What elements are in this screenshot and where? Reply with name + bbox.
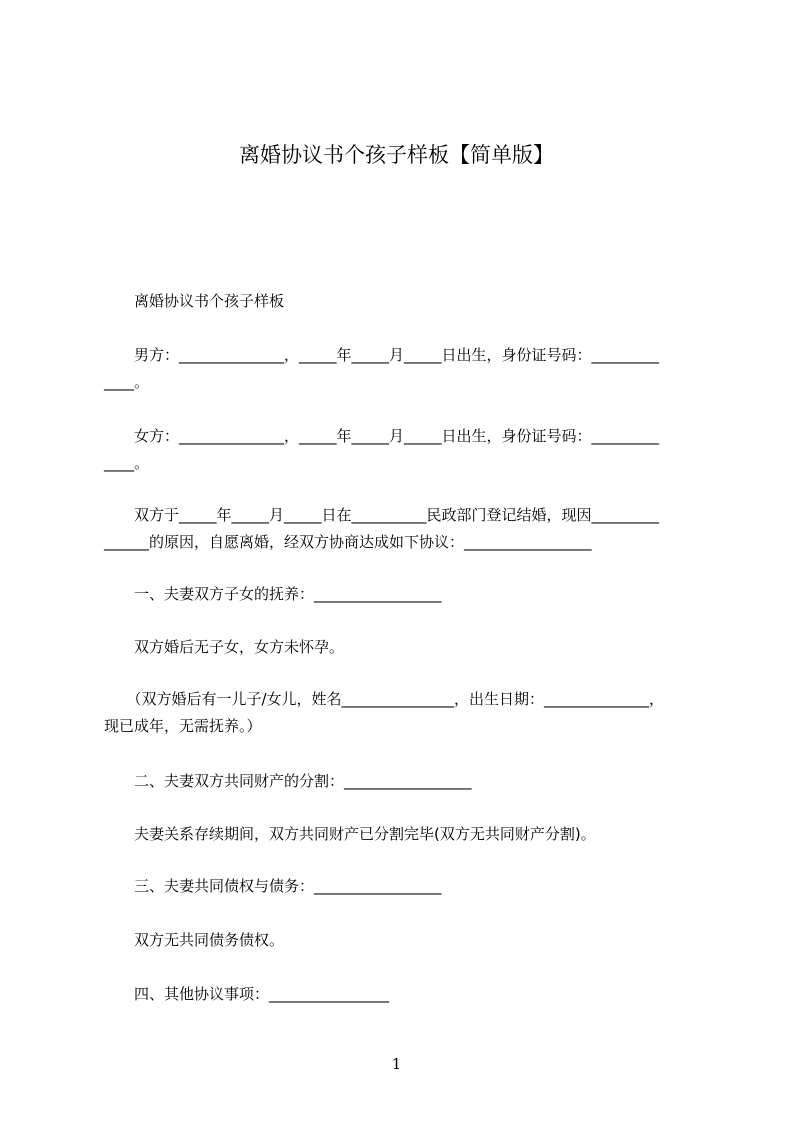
- paragraph-male-party-continued: ____。: [104, 373, 150, 391]
- clause-child-support-heading: 一、夫妻双方子女的抚养：_________________: [104, 585, 442, 603]
- clause-child-support-alternative-continued: 现已成年，无需抚养。）: [104, 717, 262, 735]
- page-number: 1: [391, 1055, 402, 1073]
- document-title: 离婚协议书个孩子样板【简单版】: [239, 143, 554, 167]
- clause-debts-heading: 三、夫妻共同债权与债务：_________________: [104, 877, 442, 895]
- paragraph-male-party: 男方：______________，_____年_____月_____日出生，身份证号码：_________: [104, 346, 660, 364]
- clause-child-support-alternative: （双方婚后有一儿子/女儿，姓名_______________，出生日期：______________，: [104, 690, 665, 708]
- paragraph-marriage-registration-continued: ______的原因，自愿离婚，经双方协商达成如下协议：_________________: [104, 533, 592, 551]
- paragraph-female-party: 女方：______________，_____年_____月_____日出生，身份证号码：_________: [104, 427, 660, 445]
- clause-child-support-text: 双方婚后无子女，女方未怀孕。: [104, 638, 345, 656]
- clause-debts-text: 双方无共同债务债权。: [104, 931, 285, 949]
- paragraph-female-party-continued: ____。: [104, 454, 150, 472]
- clause-property-text: 夫妻关系存续期间，双方共同财产已分割完毕(双方无共同财产分割)。: [104, 825, 596, 843]
- clause-other-heading: 四、其他协议事项：________________: [104, 985, 390, 1003]
- paragraph-marriage-registration: 双方于_____年_____月_____日在__________民政部门登记结婚，现因_________: [104, 506, 660, 524]
- section-heading: 离婚协议书个孩子样板: [104, 292, 285, 310]
- clause-property-heading: 二、夫妻双方共同财产的分割：_________________: [104, 772, 472, 790]
